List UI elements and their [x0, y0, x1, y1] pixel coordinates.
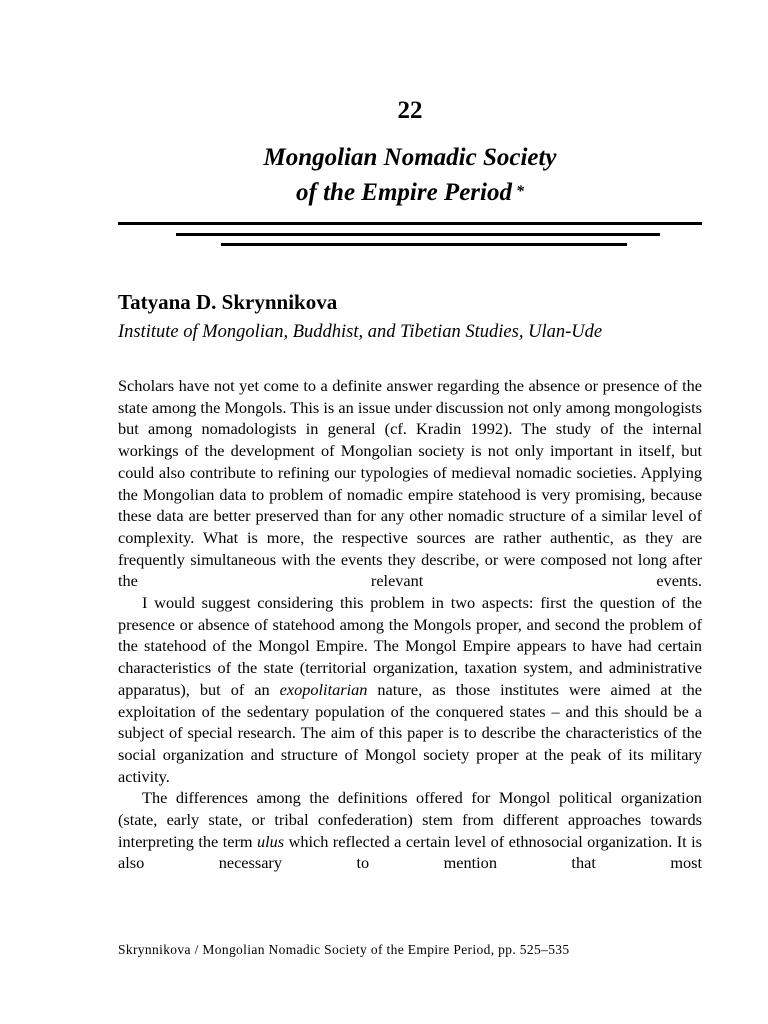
chapter-title-line-2-text: of the Empire Period — [296, 179, 512, 206]
chapter-number: 22 — [397, 97, 423, 124]
author-name: Tatyana D. Skrynnikova — [118, 290, 338, 314]
chapter-title-line-2 — [0, 175, 768, 210]
body-paragraph-3-text-a: The differences among the definitions offered for Mongol political organization (state, early state, or tribal confederation) stem from different approaches towards interpreting the term — [118, 788, 702, 851]
chapter-title-line-1: Mongolian Nomadic Society — [263, 144, 557, 171]
body-paragraph-1 — [118, 375, 702, 592]
body-paragraph-1-text: Scholars have not yet come to a definite answer regarding the absence or presence of the state among the Mongols. This is an issue under discussion not only among mongologists but among nomadologists in general (cf. Kradin 1992). The study of the internal workings of the development of Mongolian society is not only important in itself, but could also contribute to refining our typologies of medieval nomadic societies. Applying the Mongolian data to problem of nomadic empire statehood is very promising, because these data are better preserved than for any other nomadic structure of a similar level of complexity. What is more, the respective sources are rather authentic, as they are frequently simultaneous with the events they describe, or were composed not long after the relevant events. — [118, 376, 702, 591]
body-paragraph-2-text-b: nature, as those institutes were aimed at the exploitation of the sedentary population of the conquered states – and this should be a subject of special research. The aim of this paper is to describe the characteristics of the social organization and structure of Mongol society proper at the peak of its military activity. — [118, 679, 702, 786]
title-divider-rule-middle — [176, 233, 660, 236]
body-paragraph-3-italic-term: ulus — [256, 831, 285, 851]
body-paragraph-2 — [118, 592, 702, 787]
body-paragraph-3-text-b: which reflected a certain level of ethnosocial organization. It is also necessary to mention that most — [118, 831, 702, 873]
body-paragraph-2-text-a: I would suggest considering this problem in two aspects: first the question of the presence or absence of statehood among the Mongols proper, and second the problem of the statehood of the Mongol Empire. The Mongol Empire appears to have had certain characteristics of the state (territorial organization, taxation system, and administrative apparatus), but of an — [118, 593, 702, 699]
body-paragraph-3 — [118, 787, 702, 874]
article-body — [118, 375, 702, 874]
title-divider-rule-top — [118, 222, 702, 225]
title-divider-rule-bottom — [221, 243, 627, 246]
title-footnote-asterisk: * — [515, 183, 524, 200]
chapter-title — [0, 141, 768, 210]
author-affiliation: Institute of Mongolian, Buddhist, and Tibetian Studies, Ulan-Ude — [118, 322, 603, 342]
page-footer-citation: Skrynnikova / Mongolian Nomadic Society of the Empire Period, pp. 525–535 — [118, 942, 570, 957]
body-paragraph-2-italic-term: exopolitarian — [279, 679, 368, 699]
